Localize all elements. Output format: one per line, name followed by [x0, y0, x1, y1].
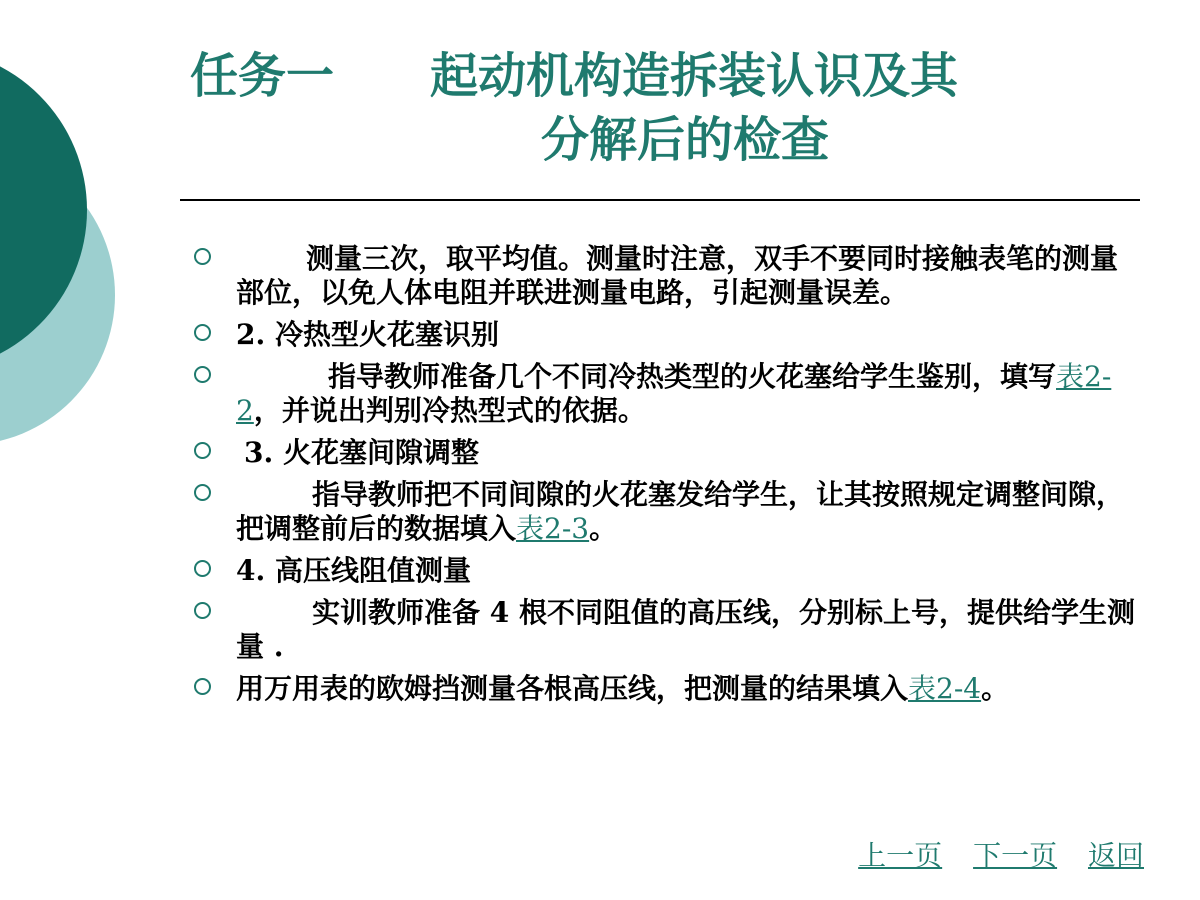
table-2-2-link[interactable]: 表2-2 — [236, 360, 1112, 427]
item-text: ，并说出判别冷热型式的依据。 — [253, 394, 646, 427]
list-item — [190, 478, 1140, 546]
circle-bullet-icon — [194, 442, 211, 459]
item-text: 用万用表的欧姆挡测量各根高压线，把测量的结果填入 — [236, 672, 909, 705]
title-divider — [180, 199, 1140, 201]
item-text: 实训教师准备 4 根不同阻值的高压线，分别标上号，提供给学生测量 . — [236, 596, 1135, 663]
circle-bullet-icon — [194, 484, 211, 501]
title-line-2: 分解后的检查 — [540, 112, 829, 168]
circle-bullet-icon — [194, 324, 211, 341]
title-line-1: 任务一 起动机构造拆装认识及其 — [190, 48, 959, 104]
item-text: 测量三次，取平均值。测量时注意，双手不要同时接触表笔的测量部位，以免人体电阻并联进测量电路，引起测量误差。 — [236, 242, 1119, 309]
table-2-4-link[interactable]: 表2-4 — [908, 672, 982, 705]
circle-bullet-icon — [194, 366, 211, 383]
item-text: 4. 高压线阻值测量 — [236, 554, 471, 587]
list-item — [190, 436, 1140, 470]
circle-bullet-icon — [194, 248, 211, 265]
circle-bullet-icon — [194, 678, 211, 695]
slide-navigation — [836, 834, 1144, 874]
list-item — [190, 360, 1140, 428]
next-page-link[interactable]: 下一页 — [973, 839, 1058, 872]
item-text: 2. 冷热型火花塞识别 — [236, 318, 499, 351]
item-text: 指导教师准备几个不同冷热类型的火花塞给学生鉴别，填写 — [328, 360, 1057, 393]
item-text: 3. 火花塞间隙调整 — [244, 436, 479, 469]
circle-bullet-icon — [194, 560, 211, 577]
page-title — [190, 44, 1140, 172]
decorative-circles — [0, 0, 160, 520]
item-text: 。 — [589, 512, 618, 545]
list-item — [190, 672, 1140, 706]
item-text: 。 — [981, 672, 1010, 705]
item-text: 指导教师把不同间隙的火花塞发给学生，让其按照规定调整间隙，把调整前后的数据填入 — [236, 478, 1125, 545]
list-item — [190, 318, 1140, 352]
content-list — [190, 242, 1140, 714]
prev-page-link[interactable]: 上一页 — [858, 839, 943, 872]
list-item — [190, 554, 1140, 588]
list-item — [190, 596, 1140, 664]
back-link[interactable]: 返回 — [1087, 839, 1144, 872]
table-2-3-link[interactable]: 表2-3 — [516, 512, 590, 545]
list-item — [190, 242, 1140, 310]
circle-bullet-icon — [194, 602, 211, 619]
